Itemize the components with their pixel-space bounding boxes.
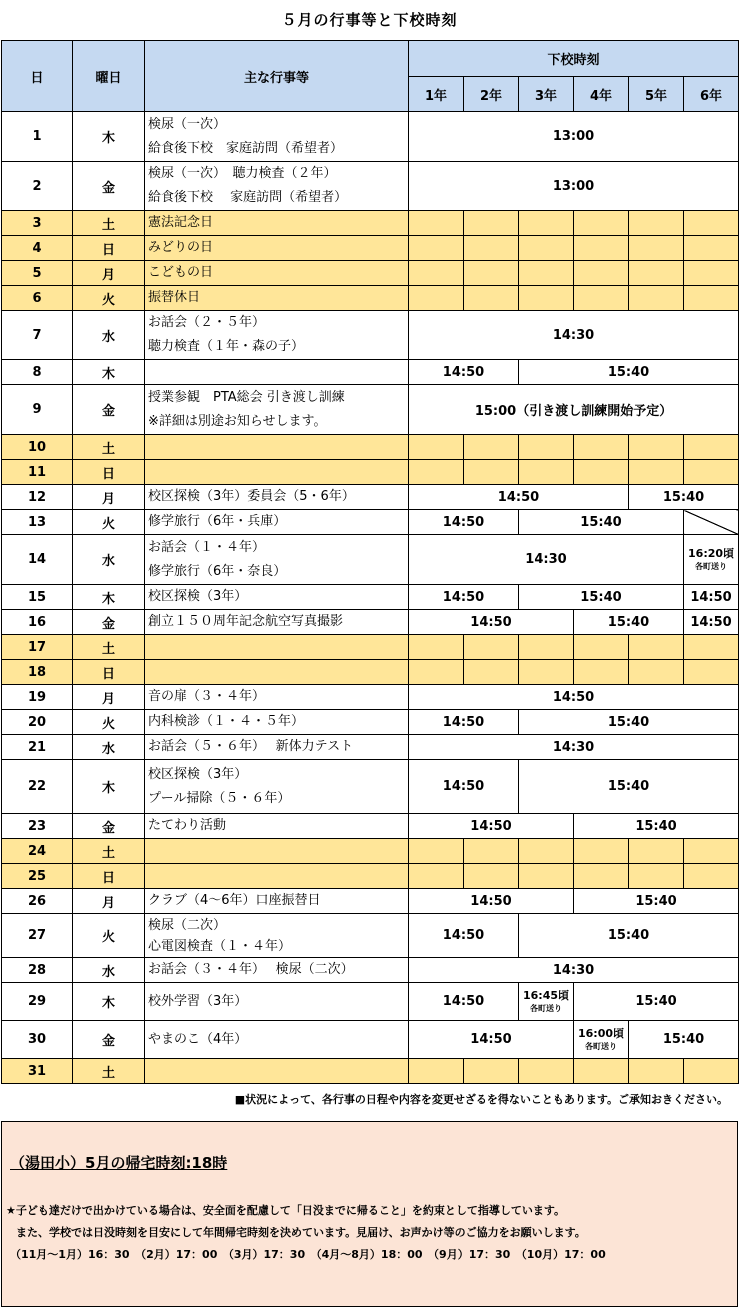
dismissal-time: 14:50 [409,814,574,839]
table-row [2,112,739,162]
dismissal-time: 14:30 [409,958,739,983]
day-cell: 17 [2,635,73,660]
dismissal-time: 15:40 [574,610,684,635]
day-cell: 13 [2,510,73,535]
header-grade-1: 1年 [409,77,464,112]
event-line: 検尿（一次） [148,116,227,132]
table-row [2,864,739,889]
day-cell: 10 [2,435,73,460]
table-row [2,510,739,535]
event-line: お話会（１・４年） [148,539,266,555]
day-cell: 14 [2,535,73,585]
events-cell: 修学旅行（6年・兵庫） [145,510,409,535]
day-cell: 19 [2,685,73,710]
header-grade-3: 3年 [519,77,574,112]
weekday-cell: 月 [73,685,145,710]
table-row [2,710,739,735]
events-cell [145,914,409,958]
weekday-cell: 日 [73,236,145,261]
day-cell: 22 [2,760,73,814]
day-cell: 31 [2,1059,73,1084]
day-cell: 26 [2,889,73,914]
table-row [2,535,739,585]
table-row [2,760,739,814]
table-row [2,839,739,864]
weekday-cell: 日 [73,864,145,889]
day-cell: 29 [2,983,73,1021]
weekday-cell: 土 [73,211,145,236]
table-row [2,635,739,660]
return-time-text: また、学校では日没時刻を目安にして年間帰宅時刻を決めています。見届け、お声かけ等のご協力をお願いします。 [16,1226,586,1239]
dismissal-time: 15:40 [519,760,739,814]
table-row [2,261,739,286]
day-cell: 2 [2,162,73,211]
weekday-cell: 月 [73,889,145,914]
dismissal-time: 15:40 [519,585,684,610]
day-cell: 1 [2,112,73,162]
events-cell: 校外学習（3年） [145,983,409,1021]
day-cell: 8 [2,360,73,385]
day-cell: 18 [2,660,73,685]
return-time-title: （湯田小）5月の帰宅時刻:18時 [10,1154,228,1172]
special-note: 各町送り [585,1041,617,1051]
table-row [2,735,739,760]
dismissal-time: 14:50 [684,585,739,610]
return-time-text: ★子ども達だけで出かけている場合は、安全面を配慮して「日没までに帰ること」を約束として指導しています。 [6,1204,565,1217]
event-line: 聴力検査（１年・森の子） [148,339,305,354]
event-line: お話会（２・５年） [148,315,266,330]
dismissal-time: 15:40 [519,510,684,535]
day-cell: 11 [2,460,73,485]
events-cell [145,311,409,360]
day-cell: 28 [2,958,73,983]
table-row [2,1021,739,1059]
table-row [2,814,739,839]
day-cell: 16 [2,610,73,635]
table-row [2,958,739,983]
not-applicable-cell [684,510,739,535]
dismissal-time: 14:50 [684,610,739,635]
day-cell: 30 [2,1021,73,1059]
weekday-cell: 木 [73,983,145,1021]
dismissal-time: 15:40 [574,983,739,1021]
dismissal-time: 13:00 [409,112,739,162]
dismissal-time: 14:50 [409,983,519,1021]
weekday-cell: 日 [73,660,145,685]
events-cell [145,460,409,485]
dismissal-time: 14:50 [409,585,519,610]
day-cell: 24 [2,839,73,864]
events-cell: こどもの日 [145,261,409,286]
header-grade-6: 6年 [684,77,739,112]
events-cell: 憲法記念日 [145,211,409,236]
dismissal-time: 14:30 [409,735,739,760]
table-row [2,889,739,914]
events-cell: 振替休日 [145,286,409,311]
return-time-schedule: （11月～1月）16：30 （2月）17：00 （3月）17：30 （4月～8月）18：00 （9月）17：30 （10月）17：00 [10,1248,606,1261]
events-cell: お話会（５・６年） 新体力テスト [145,735,409,760]
return-time-box [1,1121,738,1307]
weekday-cell: 火 [73,286,145,311]
day-cell: 12 [2,485,73,510]
day-cell: 15 [2,585,73,610]
dismissal-time: 14:30 [409,311,739,360]
dismissal-time: 14:50 [409,760,519,814]
events-cell [145,1059,409,1084]
table-row [2,286,739,311]
special-note: 各町送り [530,1003,562,1013]
table-row [2,385,739,435]
day-cell: 20 [2,710,73,735]
events-cell: やまのこ（4年） [145,1021,409,1059]
weekday-cell: 水 [73,311,145,360]
header-grade-4: 4年 [574,77,629,112]
events-cell [145,360,409,385]
table-row [2,236,739,261]
weekday-cell: 水 [73,735,145,760]
weekday-cell: 火 [73,510,145,535]
dismissal-time: 14:50 [409,685,739,710]
dismissal-time: 14:50 [409,710,519,735]
schedule-note: ■状況によって、各行事の日程や内容を変更せざるを得ないこともあります。ご承知おきください。 [234,1093,728,1106]
dismissal-time: 15:40 [574,889,739,914]
events-cell: 音の扉（３・４年） [145,685,409,710]
table-row [2,660,739,685]
weekday-cell: 土 [73,635,145,660]
dismissal-time: 15:40 [629,1021,739,1059]
header-day: 日 [2,41,73,112]
day-cell: 5 [2,261,73,286]
weekday-cell: 木 [73,360,145,385]
header-dismissal: 下校時刻 [409,41,739,77]
weekday-cell: 土 [73,435,145,460]
weekday-cell: 火 [73,914,145,958]
dismissal-time: 14:50 [409,914,519,958]
dismissal-time: 15:40 [519,360,739,385]
header-grade-2: 2年 [464,77,519,112]
table-row [2,1059,739,1084]
table-row [2,685,739,710]
event-line: 検尿（一次） 聴力検査（２年） [148,166,337,181]
events-cell: 校区探検（3年） [145,585,409,610]
event-line: 給食後下校 家庭訪問（希望者） [148,140,344,156]
dismissal-time: 14:50 [409,889,574,914]
dismissal-time: 15:40 [629,485,739,510]
day-cell: 27 [2,914,73,958]
dismissal-time: 14:50 [409,485,629,510]
dismissal-time: 14:50 [409,1021,574,1059]
table-row [2,485,739,510]
events-cell: みどりの日 [145,236,409,261]
events-cell: クラブ（4～6年）口座振替日 [145,889,409,914]
weekday-cell: 木 [73,585,145,610]
table-row [2,435,739,460]
dismissal-time: 15:40 [519,710,739,735]
events-cell [145,760,409,814]
dismissal-time: 15:00（引き渡し訓練開始予定） [409,385,739,435]
dismissal-time: 14:50 [409,360,519,385]
weekday-cell: 金 [73,814,145,839]
table-row [2,360,739,385]
day-cell: 25 [2,864,73,889]
special-dismissal [684,535,739,585]
event-line: プール掃除（５・６年） [148,790,291,806]
weekday-cell: 金 [73,610,145,635]
day-cell: 21 [2,735,73,760]
day-cell: 23 [2,814,73,839]
events-cell: 内科検診（１・４・５年） [145,710,409,735]
weekday-cell: 木 [73,112,145,162]
dismissal-time: 15:40 [574,814,739,839]
dismissal-time: 14:30 [409,535,684,585]
events-cell: 校区探検（3年）委員会（5・6年） [145,485,409,510]
weekday-cell: 土 [73,839,145,864]
table-row [2,914,739,958]
header-grade-5: 5年 [629,77,684,112]
table-row [2,585,739,610]
event-line: 検尿（二次） [148,917,227,933]
header-row [2,41,739,77]
weekday-cell: 水 [73,535,145,585]
day-cell: 6 [2,286,73,311]
table-row [2,211,739,236]
page-title: ５月の行事等と下校時刻 [281,11,458,29]
events-cell [145,385,409,435]
header-events: 主な行事等 [145,41,409,112]
events-cell: たてわり活動 [145,814,409,839]
event-line: 校区探検（3年） [148,766,248,782]
weekday-cell: 月 [73,485,145,510]
weekday-cell: 金 [73,1021,145,1059]
day-cell: 3 [2,211,73,236]
event-line: 心電図検査（１・４年） [148,938,292,954]
weekday-cell: 土 [73,1059,145,1084]
dismissal-time: 14:50 [409,510,519,535]
events-cell: お話会（３・４年） 検尿（二次） [145,958,409,983]
events-cell [145,535,409,585]
event-line: ※詳細は別途お知らせします。 [148,413,327,429]
schedule-table [1,40,739,1084]
day-cell: 7 [2,311,73,360]
day-cell: 9 [2,385,73,435]
events-cell [145,839,409,864]
weekday-cell: 火 [73,710,145,735]
events-cell: 創立１５０周年記念航空写真撮影 [145,610,409,635]
special-time: 16:20頃 [688,546,735,560]
header-weekday: 曜日 [73,41,145,112]
table-row [2,983,739,1021]
weekday-cell: 木 [73,760,145,814]
weekday-cell: 金 [73,385,145,435]
special-note: 各町送り [695,561,728,571]
event-line: 授業参観 PTA総会 引き渡し訓練 [148,389,345,405]
day-cell: 4 [2,236,73,261]
weekday-cell: 月 [73,261,145,286]
special-dismissal [519,983,574,1021]
dismissal-time: 13:00 [409,162,739,211]
events-cell [145,435,409,460]
weekday-cell: 金 [73,162,145,211]
table-row [2,311,739,360]
event-line: 給食後下校 家庭訪問（希望者） [148,190,348,205]
events-cell [145,112,409,162]
events-cell [145,635,409,660]
event-line: 修学旅行（6年・奈良） [148,563,287,579]
events-cell [145,660,409,685]
table-row [2,460,739,485]
dismissal-time: 14:50 [409,610,574,635]
events-cell [145,864,409,889]
special-dismissal [574,1021,629,1059]
table-row [2,610,739,635]
special-time: 16:00頃 [577,1026,624,1040]
weekday-cell: 日 [73,460,145,485]
special-time: 16:45頃 [522,988,569,1002]
dismissal-time: 15:40 [519,914,739,958]
weekday-cell: 水 [73,958,145,983]
table-row [2,162,739,211]
events-cell [145,162,409,211]
